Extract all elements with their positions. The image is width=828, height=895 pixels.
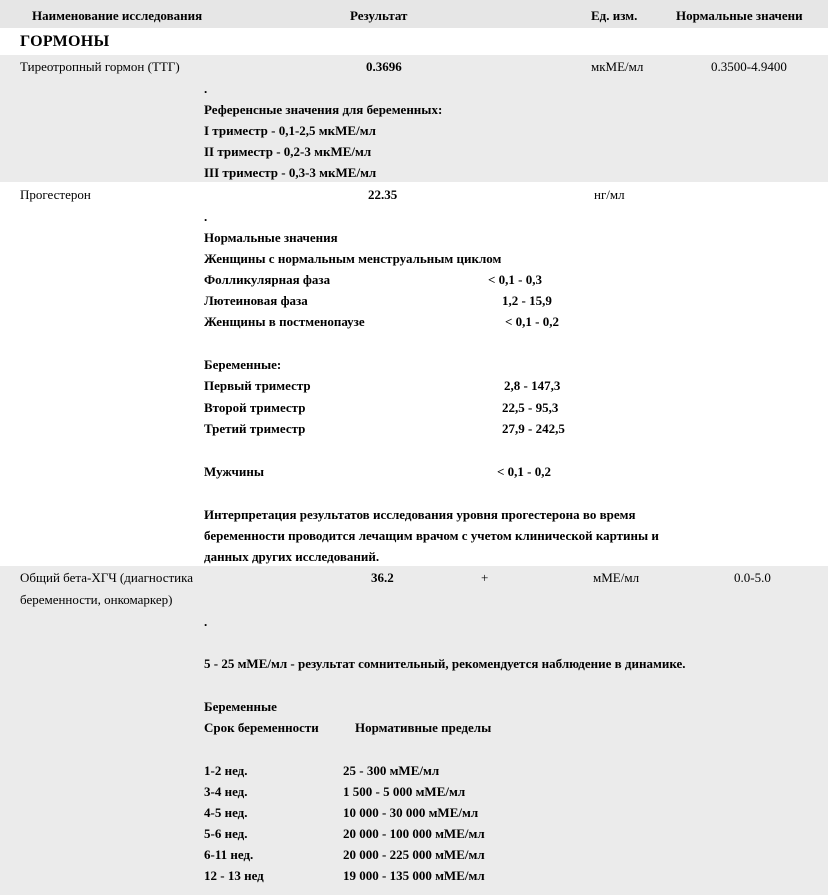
follicular-label: Фолликулярная фаза xyxy=(204,272,331,287)
postmenopause-value: < 0,1 - 0,2 xyxy=(505,314,559,329)
hcg-pregnant-title: Беременные xyxy=(204,699,277,714)
tsh-unit: мкМЕ/мл xyxy=(591,59,644,74)
hcg-term: 5-6 нед. xyxy=(204,826,248,841)
hcg-range: 19 000 - 135 000 мМЕ/мл xyxy=(343,868,485,883)
pregnant-title: Беременные: xyxy=(204,357,282,372)
hcg-note: 5 - 25 мМЕ/мл - результат сомнительный, рекомендуется наблюдение в динамике. xyxy=(204,656,686,671)
hcg-range: 10 000 - 30 000 мМЕ/мл xyxy=(343,805,479,820)
trimester1-label: Первый триместр xyxy=(204,378,311,393)
hcg-result: 36.2 xyxy=(371,570,394,585)
hcg-term: 1-2 нед. xyxy=(204,763,248,778)
hcg-term: 4-5 нед. xyxy=(204,805,248,820)
follicular-value: < 0,1 - 0,3 xyxy=(488,272,542,287)
progesterone-unit: нг/мл xyxy=(594,187,625,202)
tsh-ref-line: II триместр - 0,2-3 мкМЕ/мл xyxy=(204,144,372,159)
header-name: Наименование исследования xyxy=(32,8,203,23)
hcg-flag: + xyxy=(481,570,489,585)
trimester2-value: 22,5 - 95,3 xyxy=(502,400,559,415)
progesterone-result: 22.35 xyxy=(368,187,398,202)
interpretation-line: Интерпретация результатов исследования уровня прогестерона во время xyxy=(204,507,636,522)
hcg-name-cont: беременности, онкомаркер) xyxy=(20,592,173,607)
hcg-norm: 0.0-5.0 xyxy=(734,570,771,585)
tsh-dot: . xyxy=(204,81,208,96)
tsh-ref-title: Референсные значения для беременных: xyxy=(204,102,443,117)
luteal-label: Лютеиновая фаза xyxy=(204,293,308,308)
header-unit: Ед. изм. xyxy=(591,8,638,23)
trimester2-label: Второй триместр xyxy=(204,400,306,415)
hcg-term: 3-4 нед. xyxy=(204,784,248,799)
trimester1-value: 2,8 - 147,3 xyxy=(504,378,561,393)
trimester3-label: Третий триместр xyxy=(204,421,306,436)
tsh-result: 0.3696 xyxy=(366,59,402,74)
men-value: < 0,1 - 0,2 xyxy=(497,464,551,479)
interpretation-line: беременности проводится лечащим врачом с учетом клинической картины и xyxy=(204,528,659,543)
progesterone-norm-title: Нормальные значения xyxy=(204,230,338,245)
hcg-unit: мМЕ/мл xyxy=(593,570,640,585)
tsh-ref-line: III триместр - 0,3-3 мкМЕ/мл xyxy=(204,165,377,180)
table-header xyxy=(0,0,828,28)
hcg-term-header: Срок беременности xyxy=(204,720,319,735)
section-title: ГОРМОНЫ xyxy=(20,33,110,50)
hcg-range: 20 000 - 225 000 мМЕ/мл xyxy=(343,847,485,862)
progesterone-name: Прогестерон xyxy=(20,187,91,202)
hcg-range: 25 - 300 мМЕ/мл xyxy=(343,763,440,778)
hcg-range: 20 000 - 100 000 мМЕ/мл xyxy=(343,826,485,841)
hcg-name: Общий бета-ХГЧ (диагностика xyxy=(20,570,194,585)
tsh-norm: 0.3500-4.9400 xyxy=(711,59,787,74)
hcg-limits-header: Нормативные пределы xyxy=(355,720,492,735)
luteal-value: 1,2 - 15,9 xyxy=(502,293,552,308)
progesterone-women-title: Женщины с нормальным менструальным циклом xyxy=(204,251,502,266)
hcg-range: 1 500 - 5 000 мМЕ/мл xyxy=(343,784,466,799)
hcg-dot: . xyxy=(204,614,208,629)
postmenopause-label: Женщины в постменопаузе xyxy=(204,314,365,329)
hcg-term: 12 - 13 нед xyxy=(204,868,264,883)
hcg-term: 6-11 нед. xyxy=(204,847,254,862)
progesterone-dot: . xyxy=(204,209,208,224)
tsh-name: Тиреотропный гормон (ТТГ) xyxy=(20,59,180,74)
tsh-ref-line: I триместр - 0,1-2,5 мкМЕ/мл xyxy=(204,123,376,138)
header-norm: Нормальные значени xyxy=(676,8,803,23)
header-result: Результат xyxy=(350,8,408,23)
trimester3-value: 27,9 - 242,5 xyxy=(502,421,565,436)
interpretation-line: данных других исследований. xyxy=(204,549,380,564)
men-label: Мужчины xyxy=(204,464,264,479)
